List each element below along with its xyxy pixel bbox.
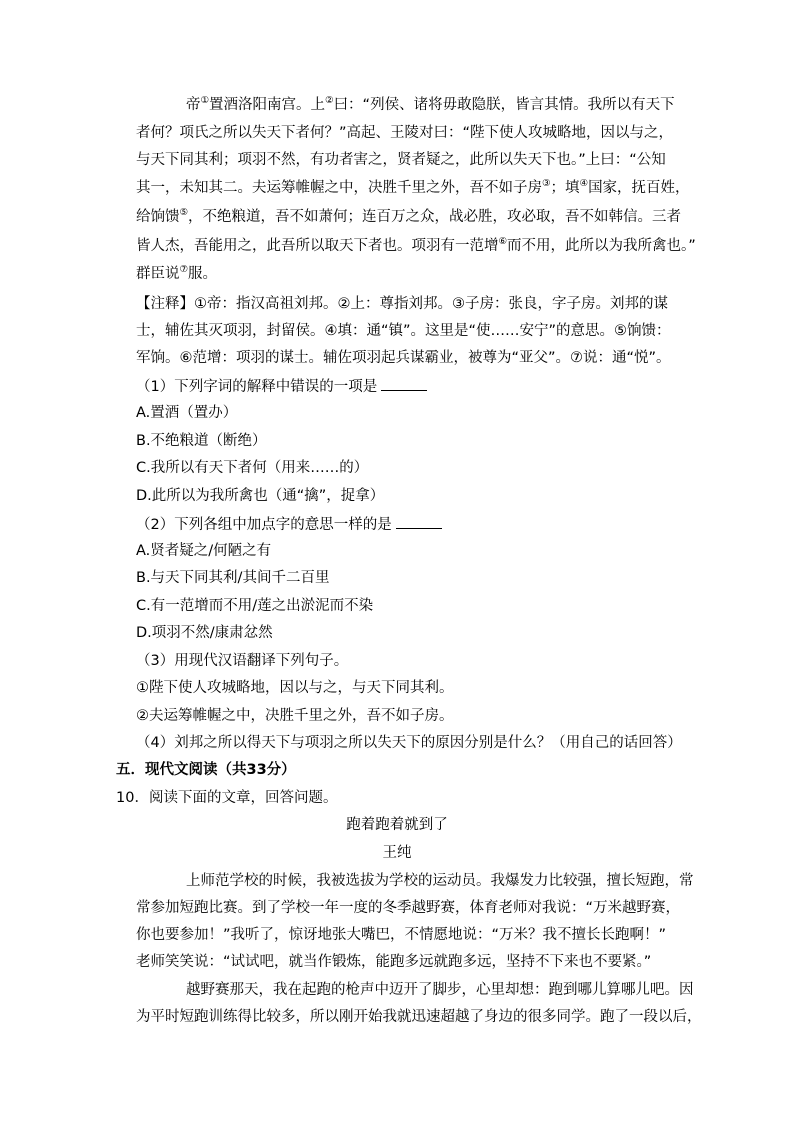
- notes-line-2: 士，辅佐其灭项羽，封留侯。④填：通“镇”。这里是“使……安宁”的意思。⑤饷馈：: [136, 323, 671, 339]
- question-3-item-2: ②夫运筹帷幄之中，决胜千里之外，吾不如子房。: [136, 708, 454, 724]
- notes-line-3: 军饷。⑥范增：项羽的谋士。辅佐项羽起兵谋霸业，被尊为“亚父”。⑦说：通“悦”。: [136, 350, 671, 366]
- article-line-6: 为平时短跑训练得比较多，所以刚开始我就迅速超越了身边的很多同学。跑了一段以后，: [136, 1009, 702, 1025]
- passage-line-3: 与天下同其利；项羽不然，有功者害之，贤者疑之，此所以失天下也。”上曰：“公知: [136, 152, 666, 168]
- question-3-item-1: ①陛下使人攻城略地，因以与之，与天下同其利。: [136, 680, 454, 696]
- question-10-intro: 10．阅读下面的文章，回答问题。: [116, 790, 338, 806]
- article-title: 跑着跑着就到了: [346, 817, 448, 833]
- article-author: 王纯: [382, 845, 412, 861]
- question-1-option-d: D.此所以为我所禽也（通“擒”，捉拿）: [136, 488, 385, 504]
- question-1-option-c: C.我所以有天下者何（用来……的）: [136, 460, 369, 476]
- question-3-stem: （3）用现代汉语翻译下列句子。: [136, 653, 349, 669]
- answer-blank[interactable]: [396, 514, 442, 529]
- question-2-option-b: B.与天下同其利/其间千二百里: [136, 570, 330, 586]
- question-1-option-a: A.置酒（置办）: [136, 405, 238, 421]
- question-2-option-c: C.有一范增而不用/莲之出淤泥而不染: [136, 598, 374, 614]
- question-1-stem: （1）下列字词的解释中错误的一项是: [136, 376, 427, 397]
- question-4-stem: （4）刘邦之所以得天下与项羽之所以失天下的原因分别是什么？（用自己的话回答）: [136, 735, 682, 751]
- article-line-4: 老师笑笑说：“试试吧，就当作锻炼，能跑多远就跑多远，坚持不下来也不要紧。”: [136, 954, 652, 970]
- answer-blank[interactable]: [381, 376, 427, 391]
- article-line-1: 上师范学校的时候，我被选拔为学校的运动员。我爆发力比较强，擅长短跑，常: [186, 873, 694, 889]
- question-2-option-d: D.项羽不然/康肃忿然: [136, 625, 273, 641]
- passage-line-2: 者何？项氏之所以失天下者何？”高起、王陵对曰：“陛下使人攻城略地，因以与之，: [136, 125, 674, 141]
- notes-line-1: 【注释】①帝：指汉高祖刘邦。②上：尊指刘邦。③子房：张良，字子房。刘邦的谋: [136, 296, 668, 312]
- passage-line-4: 其一，未知其二。夫运筹帷幄之中，决胜千里之外，吾不如子房③；填④国家，抚百姓，: [136, 178, 690, 196]
- article-line-3: 你也要参加！”我听了，惊讶地张大嘴巴，不情愿地说：“万米？我不擅长长跑啊！”: [136, 927, 667, 943]
- article-line-5: 越野赛那天，我在起跑的枪声中迈开了脚步，心里却想：跑到哪儿算哪儿吧。因: [186, 982, 694, 998]
- passage-line-7: 群臣说⑦服。: [136, 264, 218, 282]
- question-2-option-a: A.贤者疑之/何陋之有: [136, 543, 272, 559]
- question-1-option-b: B.不绝粮道（断绝）: [136, 433, 267, 449]
- passage-line-5: 给饷馈⑤，不绝粮道，吾不如萧何；连百万之众，战必胜，攻必取，吾不如韩信。三者: [136, 207, 682, 225]
- passage-line-1: 帝①置酒洛阳南宫。上②曰：“列侯、诸将毋敢隐朕，皆言其情。我所以有天下: [186, 95, 675, 113]
- passage-line-6: 皆人杰，吾能用之，此吾所以取天下者也。项羽有一范增⑥而不用，此所以为我所禽也。”: [136, 236, 696, 254]
- question-2-stem: （2）下列各组中加点字的意思一样的是: [136, 514, 442, 535]
- section-heading: 五．现代文阅读（共33分）: [116, 762, 296, 778]
- article-line-2: 常参加短跑比赛。到了学校一年一度的冬季越野赛，体育老师对我说：“万米越野赛，: [136, 900, 681, 916]
